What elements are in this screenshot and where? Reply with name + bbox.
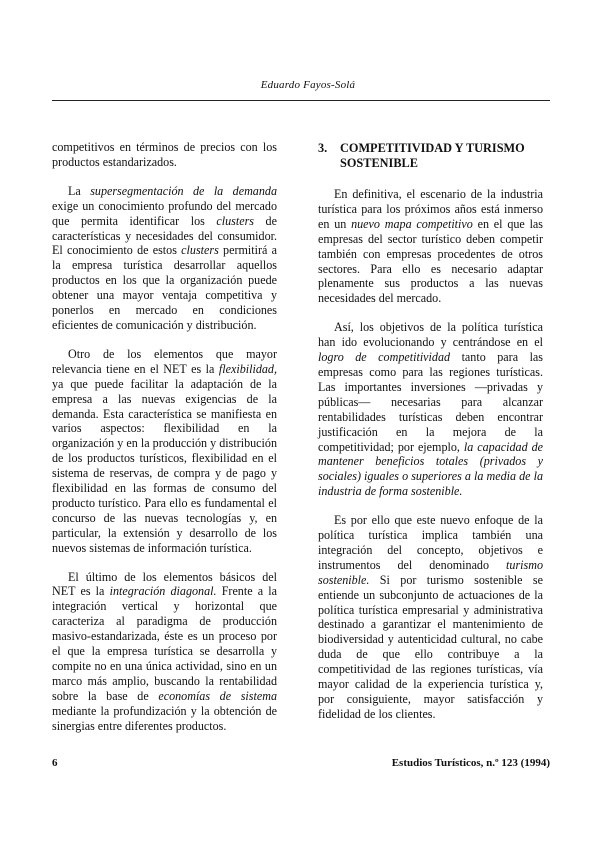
header-rule [52,100,550,101]
paragraph-flexibilidad [52,347,277,556]
text-run: La [68,183,91,198]
emphasis-term: integración diagonal. [109,584,217,599]
text-run: Frente a la integración vertical y horizontal que caracteriza al paradigma de producción masivo-estandarizada, éste es un proceso por el que la empresa turística se desarrolla y compite no en una única actividad, sino en un marco más amplio, buscando la rentabilidad sobre la base de [52,584,278,703]
emphasis-term: la capacidad de mantener beneficios totales (privados y sociales) iguales o superiores a la media de la industria de forma sostenible. [318,439,544,499]
text-run: ya que puede facilitar la adaptación de la empresa a las nuevas exigencias de la demanda. Esta característica se manifiesta en varios aspectos: flexibilidad en la organización y en la producción y distribución de los productos turísticos, flexibilidad en el sistema de reservas, de compra y de pago y flexibilidad en las formas de consumo del producto turístico. Para ello es fundamental el concurso de las nuevas tecnologías y, en particular, la extensión y desarrollo de los nuevos sistemas de información turística. [52,376,277,555]
text-run: en el que las empresas del sector turístico deben competir también con empresas procedentes de otros sectores. Para ello es necesario adaptar plenamente sus productos a las nuevas necesidades del mercado. [318,216,543,306]
emphasis-term: clusters [181,243,219,258]
text-run: de características y necesidades del consumidor. El conocimiento de estos [52,213,277,258]
emphasis-term: clusters [216,213,255,228]
emphasis-term: economías de sistema [158,688,277,703]
paragraph-integracion-diagonal [52,570,277,734]
text-run: mediante la profundización y la obtención de sinergias entre diferentes productos. [52,703,277,733]
text-run: El último de los elementos básicos del NET es la [52,569,277,599]
text-run: tanto para las empresas como para las regiones turísticas. Las importantes inversiones —privadas y públicas— necesarias para alcanzar rentabilidades turísticas deben encontrar justificación en la mejora de la competitividad; por ejemplo, [318,350,544,454]
section-title: COMPETITIVIDAD Y TURISMO SOSTENIBLE [340,141,525,170]
emphasis-term: supersegmentación de la demanda [90,183,277,198]
text-run: En definitiva, el escenario de la industria turística para los próximos años está inmerso en un [318,187,543,231]
text-run: exige un conocimiento profundo del mercado que permita identificar los [52,198,277,228]
emphasis-term: turismo sostenible. [318,557,543,587]
section-heading [318,141,543,171]
text-run: Así, los objetivos de la política turística han ido evolucionando y centrándose en el [318,320,543,350]
paragraph-turismo-sostenible [318,513,543,722]
paragraph-continuation: competitivos en términos de precios con los productos estandarizados. [52,140,277,169]
emphasis-term: nuevo mapa competitivo [351,216,473,231]
emphasis-term: flexibilidad, [218,361,277,376]
text-run: permitirá a la empresa turística desarrollar aquellos productos en los que la organización puede obtener una mayor ventaja competitiva y ponerlos en mercado en condiciones eficientes de comunicación y distribución. [52,243,277,332]
paragraph-mapa-competitivo [318,187,543,306]
running-header: Eduardo Fayos-Solá [260,79,356,91]
emphasis-term: logro de competitividad [318,350,451,365]
text-run: Es por ello que este nuevo enfoque de la política turística implica también una integración del concepto, objetivos e instrumentos del denominado [318,513,543,572]
right-column [318,141,543,736]
journal-footer: Estudios Turísticos, n.º 123 (1994) [391,757,550,769]
text-run: Otro de los elementos que mayor relevancia tiene en el NET es la [52,346,277,376]
paragraph-supersegmentacion [52,184,277,333]
section-number: 3. [318,141,328,155]
text-run: Si por turismo sostenible se entiende un subconjunto de actuaciones de la política turística empresarial y administrativa destinado a garantizar el mantenimiento de biodiversidad y autenticidad cultural, no cabe duda de que ello contribuye a la competitividad de las regiones turísticas, vía mayor calidad de la experiencia turística y, por consiguiente, mayor satisfacción y fidelidad de los clientes. [318,572,543,721]
left-column [52,140,277,748]
paragraph-competitividad [318,320,543,499]
page-number: 6 [52,757,58,769]
